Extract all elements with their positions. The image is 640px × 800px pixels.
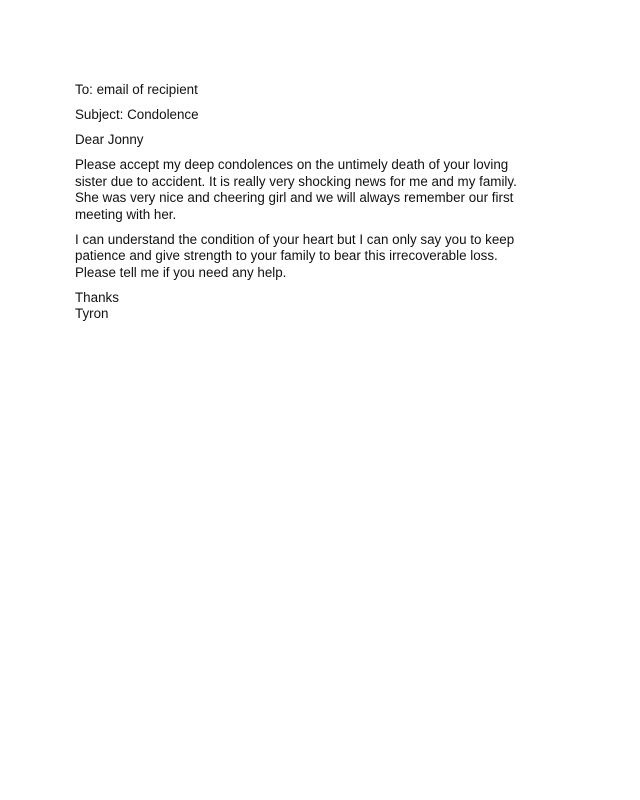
paragraph-line: Please accept my deep condolences on the untimely death of your loving	[75, 156, 509, 172]
recipient-line: To: email of recipient	[75, 82, 198, 97]
paragraph-line: I can understand the condition of your heart but I can only say you to keep	[75, 231, 515, 247]
paragraph-line: sister due to accident. It is really very shocking news for me and my family.	[75, 173, 517, 189]
closing: Thanks	[75, 289, 119, 305]
subject-line: Subject: Condolence	[75, 106, 199, 122]
salutation: Dear Jonny	[75, 131, 144, 147]
paragraph-support	[75, 232, 545, 282]
paragraph-condolence	[75, 157, 545, 223]
signature-name: Tyron	[75, 306, 109, 322]
letter-body	[75, 82, 545, 331]
paragraph-line: She was very nice and cheering girl and we will always remember our first	[75, 190, 514, 206]
paragraph-line: Please tell me if you need any help.	[75, 264, 287, 280]
paragraph-line: patience and give strength to your family to bear this irrecoverable loss.	[75, 248, 498, 264]
signoff	[75, 290, 545, 323]
paragraph-line: meeting with her.	[75, 206, 177, 222]
